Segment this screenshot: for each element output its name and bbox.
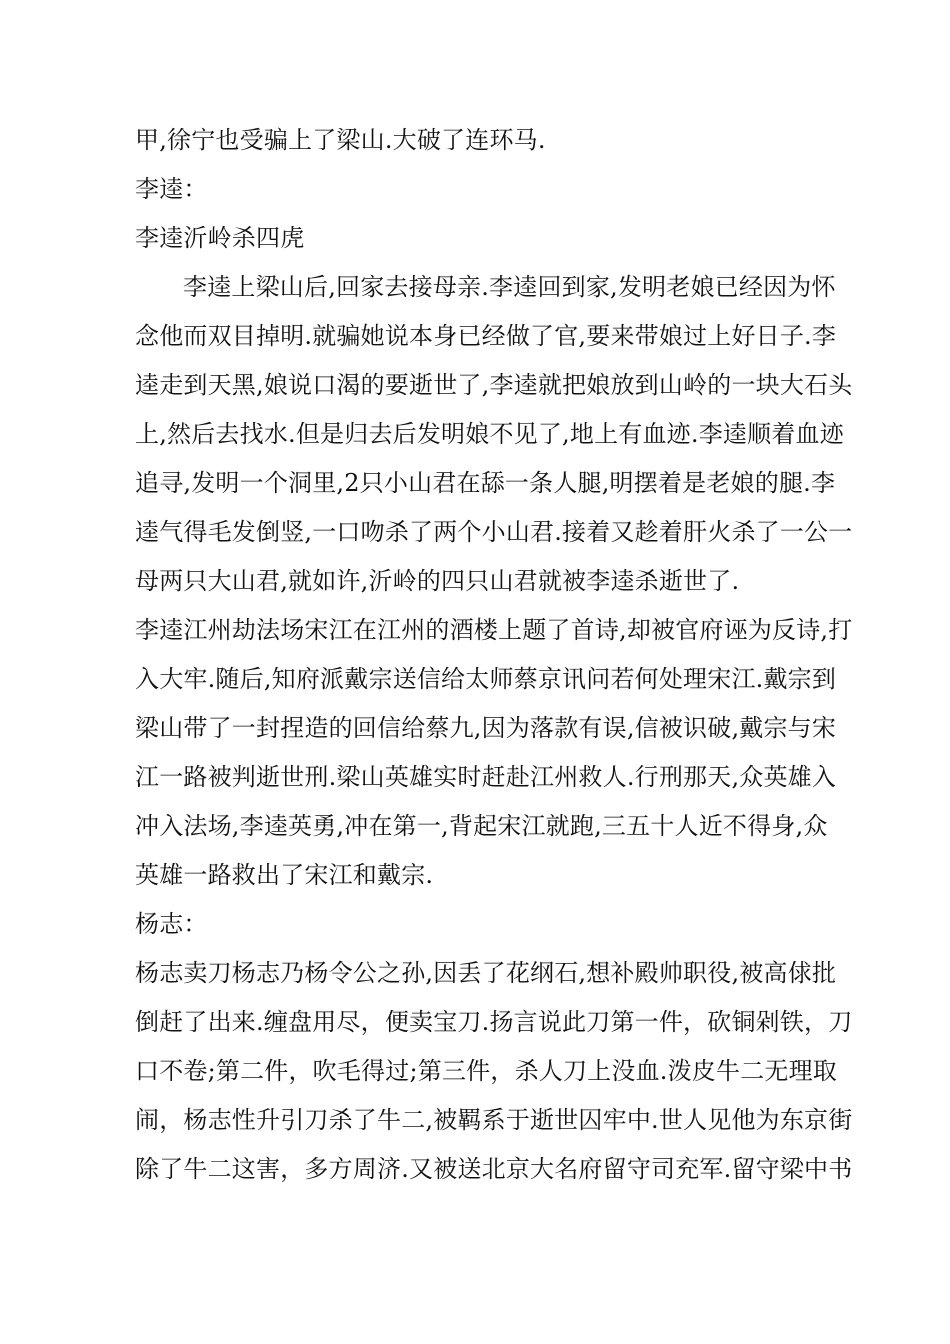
intro-paragraph [135,116,815,165]
paragraph-liku-jiangzhou [135,606,853,900]
section-heading-yangzhi [135,900,815,949]
paragraph-liku-tiger [135,263,853,606]
title-text: 李逵沂岭杀四虎 [135,224,305,252]
text-line: 上,然后去找水.但是归去后发明娘不见了,地上有血迹.李逵顺着血迹 [135,420,844,448]
text-line: 李逵江州劫法场宋江在江州的酒楼上题了首诗,却被官府诬为反诗,打 [135,616,853,644]
text-line: 李逵上梁山后,回家去接母亲.李逵回到家,发明老娘已经因为怀 [183,273,836,301]
text-line: 闹，杨志性升引刀杀了牛二,被羁系于逝世囚牢中.世人见他为东京街 [135,1106,853,1134]
heading-text: 李逵： [135,175,208,203]
section-heading-liku [135,165,815,214]
text-line: 江一路被判逝世刑.梁山英雄实时赶赴江州救人.行刑那天,众英雄入 [135,763,837,791]
paragraph-yangzhi [135,949,853,1194]
text-line: 入大牢.随后,知府派戴宗送信给太师蔡京讯问若何处理宋江.戴宗到 [135,665,837,693]
text-line: 杨志卖刀杨志乃杨令公之孙,因丢了花纲石,想补殿帅职役,被高俅批 [135,959,837,987]
text-line: 倒赶了出来.缠盘用尽，便卖宝刀.扬言说此刀第一件，砍铜剁铁，刀 [135,1008,853,1036]
text-line: 口不卷;第二件，吹毛得过;第三件，杀人刀上没血.泼皮牛二无理取 [135,1057,837,1085]
text-line: 母两只大山君,就如许,沂岭的四只山君就被李逵杀逝世了. [135,567,740,595]
text-line: 逵气得毛发倒竖,一口吻杀了两个小山君.接着又趁着肝火杀了一公一 [135,518,853,546]
heading-text: 杨志： [135,910,208,938]
text-line: 英雄一路救出了宋江和戴宗. [135,861,434,889]
text-line: 逵走到天黑,娘说口渴的要逝世了,李逵就把娘放到山岭的一块大石头 [135,371,853,399]
text-line: 念他而双目掉明.就骗她说本身已经做了官,要来带娘过上好日子.李 [135,322,837,350]
text-line: 梁山带了一封捏造的回信给蔡九,因为落款有误,信被识破,戴宗与宋 [135,714,837,742]
story-title-liku-tiger [135,214,815,263]
text-line: 除了牛二这害，多方周济.又被送北京大名府留守司充军.留守梁中书 [135,1155,853,1183]
text-line: 甲,徐宁也受骗上了梁山.大破了连环马. [135,126,546,154]
text-line: 冲入法场,李逵英勇,冲在第一,背起宋江就跑,三五十人近不得身,众 [135,812,828,840]
text-line: 追寻,发明一个洞里,2只小山君在舔一条人腿,明摆着是老娘的腿.李 [135,469,836,497]
